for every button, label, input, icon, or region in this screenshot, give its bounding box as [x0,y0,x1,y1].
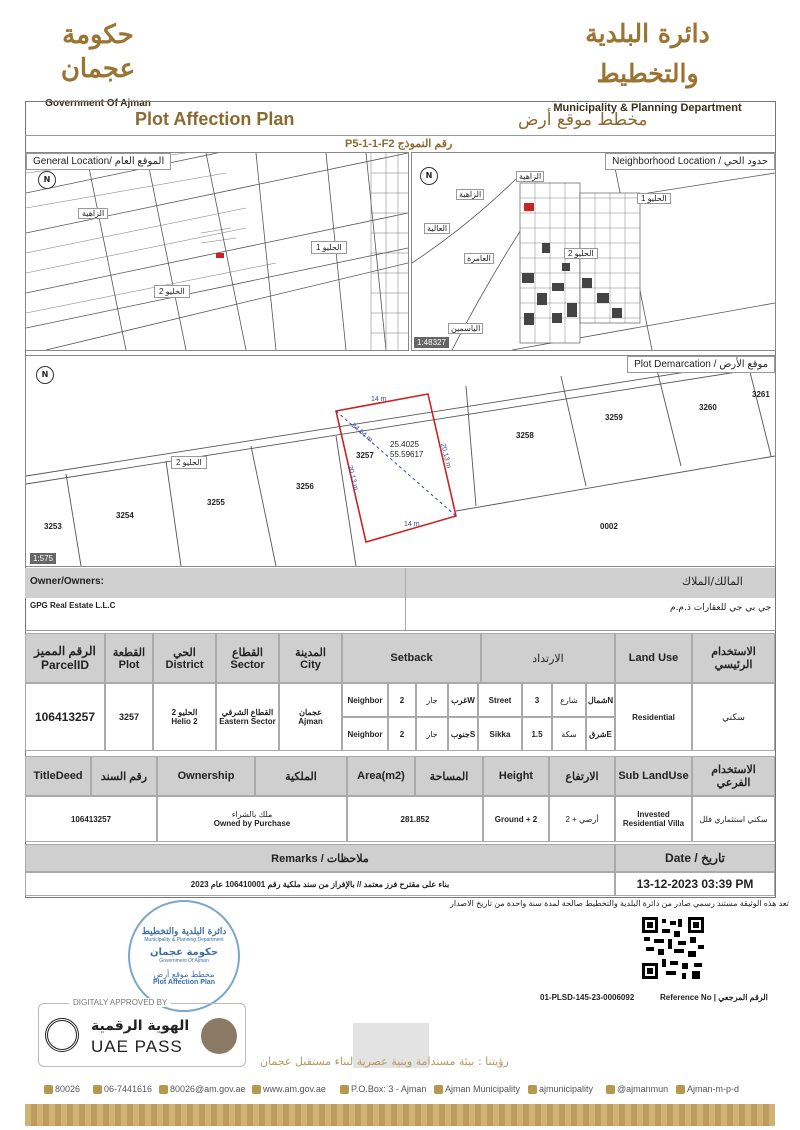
dim-right: 20.13 m [439,442,452,470]
map-label-helio2-n: الحليو 2 [564,248,598,259]
plot-3261: 3261 [752,390,770,399]
h-ownership-en: Ownership [157,756,255,796]
validity-notice: تعد هذه الوثيقة مستند رسمي صادر من دائرة البلدية والتخطيط صالحة لمدة سنة واحدة من تاريخ الاصدار [450,899,789,908]
footer-decorative-band [25,1104,775,1126]
plot-3260: 3260 [699,403,717,412]
landuse-en: Residential [615,683,692,751]
general-map-drawing [26,153,408,350]
map-label-zahia-n: الزاهية [456,189,484,200]
h-setback-en: Setback [342,633,481,683]
gov-logo-arabic: حكومة عجمان [60,20,136,84]
sector-value: القطاع الشرقي Eastern Sector [216,683,279,751]
parcel-id: 106413257 [25,683,105,751]
date-value: 13-12-2023 03:39 PM [615,872,775,896]
titledeed-value: 106413257 [25,796,157,842]
phone-icon [44,1085,53,1094]
remarks-text: بناء على مقترح فرز معتمد // بالإفراز من سند ملكية رقم 106410001 عام 2023 [25,872,615,896]
phone-icon [93,1085,102,1094]
general-location-label: General Location/ الموقع العام [26,153,171,170]
contact-facebook[interactable]: Ajman Municipality [434,1084,520,1094]
sb1-g: شارع [552,683,586,717]
plot-scale: 1:575 [30,553,56,564]
map-label-helio2-p: الحليو 2 [171,456,207,469]
qr-code[interactable] [642,917,704,979]
neighborhood-plot-marker [524,203,534,211]
stamp-text-en: Plot Affection Plan [153,978,215,986]
mailbox-icon [340,1085,349,1094]
contact-pobox: P.O.Box: 3 - Ajman [340,1084,426,1094]
contact-phone[interactable]: 06-7441616 [93,1084,152,1094]
contact-twitter[interactable]: Ajman-m-p-d [676,1084,739,1094]
fingerprint-icon [45,1018,79,1052]
sb1-d: غربW [448,683,478,717]
plot-3259: 3259 [605,413,623,422]
map-label-aaliya: العالية [424,223,450,234]
instagram-icon [606,1085,615,1094]
owner-header-bar [25,568,775,598]
sb2-b: 2 [388,717,416,751]
plot-3258: 3258 [516,431,534,440]
plot-3255: 3255 [207,498,225,507]
height-en-value: Ground + 2 [483,796,549,842]
sb1-a: Neighbor [342,683,388,717]
map-label-helio2: الحليو 2 [154,285,190,298]
stamp-text-ar: مخطط موقع أرض [153,969,215,979]
remarks-label: Remarks / ملاحظات [25,844,615,872]
plot-3257: 3257 [356,451,374,460]
coord-lon: 55.59617 [390,450,424,459]
uaepass-en: UAE PASS [91,1037,183,1056]
h-district: الحي District [153,633,216,683]
title-english: Plot Affection Plan [135,109,295,129]
dim-left: 20.13 m [346,464,359,492]
globe-icon [252,1085,261,1094]
stamp-dept-ar: دائرة البلدية والتخطيط [141,926,227,937]
dim-diag: 24.64 m [349,422,374,444]
sb1-c: جار [416,683,448,717]
twitter-icon [676,1085,685,1094]
plot-0002: 0002 [600,522,618,531]
sb2-a: Neighbor [342,717,388,751]
qr-pattern [642,917,704,979]
dept-logo-arabic: دائرة البلدية والتخطيط [585,19,710,88]
dim-bottom: 14 m [404,521,420,528]
h-titledeed-ar: رقم السند [91,756,157,796]
sub-ar-value: سكني استثماري فلل [692,796,775,842]
sb2-h: شرقE [586,717,615,751]
email-icon [159,1085,168,1094]
h-sector: القطاع Sector [216,633,279,683]
plot-3253: 3253 [44,522,62,531]
youtube-icon [528,1085,537,1094]
sb2-e: Sikka [478,717,522,751]
sb1-e: Street [478,683,522,717]
h-titledeed-en: TitleDeed [25,756,91,796]
government-logo [38,18,158,109]
map-label-yasmeen: الياسمين [448,323,483,334]
ownership-value: ملك بالشراء Owned by Purchase [157,796,347,842]
district-value: الحليو 2 Helio 2 [153,683,216,751]
dim-top: 14 m [371,396,387,403]
landuse-ar: سكني [692,683,775,751]
form-number: P5-1-1-F2 رقم النموذج [345,138,453,150]
official-stamp [128,900,240,1012]
h-parcel: الرقم المميز ParcelID [25,633,105,683]
contact-instagram[interactable]: @ajmanmun [606,1084,668,1094]
city-value: عجمان Ajman [279,683,342,751]
sb2-c: جار [416,717,448,751]
plot-3256: 3256 [296,482,314,491]
uaepass-box [38,998,246,1067]
owner-name-en: GPG Real Estate L.L.C [30,601,116,610]
map-label-helio1-n: الحليو 1 [637,193,671,204]
general-location-map[interactable] [25,152,409,351]
h-sublanduse-en: Sub LandUse [615,756,692,796]
owner-label-en: Owner/Owners: [30,576,104,587]
uaepass-ar: الهوية الرقمية [91,1018,190,1034]
sb2-f: 1.5 [522,717,552,751]
facebook-icon [434,1085,443,1094]
plot-demarcation-map[interactable] [25,355,776,567]
h-area-ar: المساحة [415,756,483,796]
north-arrow-icon: N [420,167,438,185]
stamp-dept-en: Municipality & Planning Department [144,936,224,943]
h-area-en: Area(m2) [347,756,415,796]
stamp-gov-ar: حكومة عجمان [149,946,219,958]
sb1-h: شمالN [586,683,615,717]
sb2-g: سكة [552,717,586,751]
neighborhood-location-map[interactable] [411,152,776,351]
h-setback-ar: الارتداد [481,633,615,683]
contact-phone-short[interactable]: 80026 [44,1084,80,1094]
map-label-zahia-n2: الزاهية [516,171,544,182]
dept-logo-english: Municipality & Planning Department [553,102,742,114]
digitally-approved-label: DIGITALY APPROVED BY [69,998,171,1007]
contact-email[interactable]: 80026@am.gov.ae [159,1084,246,1094]
date-label: Date / تاريخ [615,844,775,872]
h-height-en: Height [483,756,549,796]
h-ownership-ar: الملكية [255,756,347,796]
owner-label-ar: المالك/الملاك [682,575,743,588]
title-arabic: مخطط موقع أرض [518,110,648,130]
plot-number: 3257 [105,683,153,751]
sub-en-value: Invested Residential Villa [615,796,692,842]
sb2-d: جنوبS [448,717,478,751]
vision-statement: رؤيتنا : بيئة مستدامة وبنية عصرية لبناء مستقبل عجمان [260,1055,509,1068]
sb1-f: 3 [522,683,552,717]
contact-website[interactable]: www.am.gov.ae [252,1084,326,1094]
map-label-helio1: الحليو 1 [311,241,347,254]
map-label-zahia: الزاهية [78,208,108,219]
plot-3254: 3254 [116,511,134,520]
coord-lat: 25.4025 [390,440,419,449]
h-landuse-ar: الاستخدام الرئيسي [692,633,775,683]
map-label-amra: العامرة [464,253,494,264]
north-arrow-icon: N [38,171,56,189]
h-landuse-en: Land Use [615,633,692,683]
contact-youtube[interactable]: ajmunicipality [528,1084,593,1094]
area-value: 281.852 [347,796,483,842]
sb1-b: 2 [388,683,416,717]
north-arrow-icon: N [36,366,54,384]
gov-seal-icon [201,1018,237,1054]
gov-logo-english: Government Of Ajman [45,98,151,109]
h-sublanduse-ar: الاستخدام الفرعي [692,756,775,796]
height-ar-value: أرضي + 2 [549,796,615,842]
plot-location-marker [216,253,224,258]
neighborhood-scale: 1:48327 [414,337,449,348]
reference-number: 01-PLSD-145-23-0006092 [540,993,635,1002]
stamp-gov-en: Government Of Ajman [159,957,209,964]
department-logo [530,14,765,114]
neighborhood-location-label: Neighborhood Location / حدود الحي [605,153,775,170]
reference-label: Reference No | الرقم المرجعي [660,993,768,1002]
plot-coords [390,440,423,460]
plot-demarcation-drawing [26,356,775,566]
plot-demarcation-label: Plot Demarcation / موقع الأرض [627,356,775,373]
owner-name-ar: جي بي جي للعقارات ذ.م.م [670,603,772,613]
h-plot: القطعة Plot [105,633,153,683]
h-height-ar: الارتفاع [549,756,615,796]
h-city: المدينة City [279,633,342,683]
